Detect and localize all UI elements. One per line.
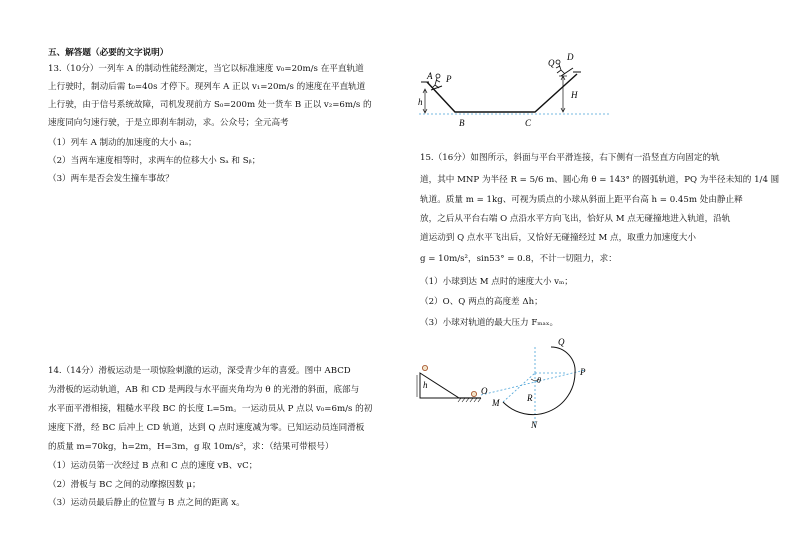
q15-item: （2）O、Q 两点的高度差 Δh； — [420, 297, 543, 307]
q15-item: （1）小球到达 M 点时的速度大小 vₘ； — [420, 277, 573, 287]
label-P: P — [446, 74, 452, 84]
label-P: P — [580, 367, 586, 377]
q15-line: 道，其中 MNP 为半径 R = 5/6 m、圆心角 θ = 143° 的圆弧轨道，PQ 为半径未知的 1/4 圆 — [420, 175, 780, 185]
label-h: h — [418, 97, 423, 107]
q15-line: g = 10m/s²，sin53° = 0.8，不计一切阻力，求： — [420, 254, 617, 264]
label-theta: θ — [537, 376, 541, 385]
label-N: N — [531, 420, 538, 430]
label-M: M — [492, 398, 500, 408]
label-h: h — [423, 380, 428, 390]
label-Q: Q — [548, 58, 555, 68]
q15-line: 放，之后从平台右端 O 点沿水平方向飞出，恰好从 M 点无碰撞地进入轨道，沿轨 — [420, 214, 731, 224]
q13-line: 上行驶时，制动后需 t₀=40s 才停下。现列车 A 正以 v₁=20m/s 的速度在平直轨道 — [48, 82, 366, 92]
q13-line: 13.（10分）一列车 A 的制动性能经测定，当它以标准速度 v₀=20m/s 在平直轨道 — [48, 64, 364, 74]
label-D: D — [567, 52, 574, 62]
q14-line: 的质量 m=70kg，h=2m，H=3m，g 取 10m/s²，求：（结果可带根号） — [48, 442, 334, 452]
skateboard-track-figure — [415, 52, 615, 132]
q14-line: 为滑板的运动轨道，AB 和 CD 是两段与水平面夹角均为 θ 的光滑的斜面，底部与 — [48, 385, 360, 395]
q14-line: 速度下滑，经 BC 后冲上 CD 轨道，达到 Q 点时速度减为零。已知运动员连同滑板 — [48, 423, 365, 433]
q15-line: 15.（16分）如图所示，斜面与平台平滑连接，右下侧有一沿竖直方向固定的轨 — [420, 153, 720, 163]
circular-track-figure — [415, 335, 615, 435]
q15-item: （3）小球对轨道的最大压力 Fₘₐₓ。 — [420, 318, 559, 328]
q13-item: （2）当两车速度相等时，求两车的位移大小 Sₐ 和 Sᵦ； — [48, 156, 261, 166]
q14-item: （1）运动员第一次经过 B 点和 C 点的速度 vB、vC； — [48, 461, 258, 471]
q13-line: 速度同向匀速行驶，于是立即刹车制动，求。公众号；全元高考 — [48, 118, 289, 128]
label-Q: Q — [558, 337, 565, 347]
q15-line: 轨道。质量 m = 1kg、可视为质点的小球从斜面上距平台高 h = 0.45m 处由静止释 — [420, 195, 743, 205]
q13-item: （1）列车 A 制动的加速度的大小 aₐ； — [48, 138, 197, 148]
q14-item: （2）滑板与 BC 之间的动摩擦因数 μ； — [48, 480, 201, 490]
label-R: R — [527, 393, 533, 403]
section-heading: 五、解答题（必要的文字说明） — [48, 48, 169, 58]
q13-line: 上行驶，由于信号系统故障，司机发现前方 S₀=200m 处一货车 B 正以 v₂=6m/s 的 — [48, 100, 372, 110]
q14-line: 水平面平滑相接，粗糙水平段 BC 的长度 L=5m。一运动员从 P 点以 v₀=6m/s 的初 — [48, 404, 373, 414]
label-B: B — [459, 118, 465, 128]
q14-line: 14.（14分）滑板运动是一项惊险刺激的运动，深受青少年的喜爱。图中 ABCD — [48, 366, 351, 376]
label-C: C — [525, 118, 532, 128]
label-O: O — [481, 386, 488, 396]
q14-item: （3）运动员最后静止的位置与 B 点之间的距离 x。 — [48, 498, 245, 508]
label-A: A — [427, 71, 433, 81]
q13-item: （3）两车是否会发生撞车事故？ — [48, 174, 174, 184]
q15-line: 道运动到 Q 点水平飞出后，又恰好无碰撞经过 M 点，取重力加速度大小 — [420, 233, 696, 243]
label-H: H — [571, 90, 578, 100]
